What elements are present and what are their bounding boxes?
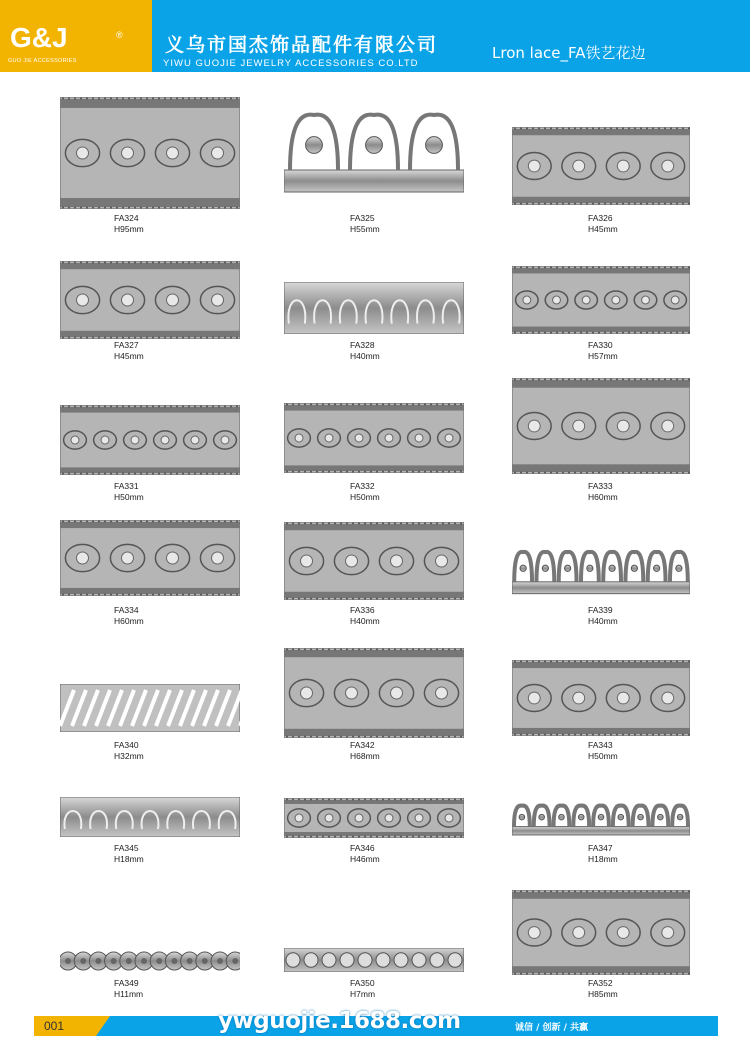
lace-pattern-icon — [284, 798, 464, 838]
product-item[interactable] — [284, 648, 464, 738]
product-code: FA326 — [588, 213, 613, 223]
product-item[interactable] — [284, 282, 464, 334]
product-size: H50mm — [588, 751, 618, 761]
product-item[interactable] — [284, 100, 464, 200]
lace-pattern-icon — [60, 261, 240, 339]
product-size: H68mm — [350, 751, 380, 761]
product-code: FA325 — [350, 213, 375, 223]
product-item[interactable] — [60, 405, 240, 475]
product-code: FA331 — [114, 481, 139, 491]
lace-pattern-icon — [512, 890, 690, 975]
product-item[interactable] — [60, 797, 240, 837]
product-size: H46mm — [350, 854, 380, 864]
product-code: FA334 — [114, 605, 139, 615]
brand-logo: G&J — [10, 22, 68, 53]
product-size: H57mm — [588, 351, 618, 361]
lace-pattern-icon — [284, 282, 464, 334]
product-size: H50mm — [114, 492, 144, 502]
lace-pattern-icon — [284, 948, 464, 972]
product-item[interactable] — [284, 948, 464, 972]
product-size: H7mm — [350, 989, 376, 999]
lace-pattern-icon — [60, 520, 240, 596]
lace-pattern-icon — [284, 522, 464, 600]
product-size: H32mm — [114, 751, 144, 761]
lace-pattern-icon — [512, 544, 690, 598]
product-size: H40mm — [350, 616, 380, 626]
product-size: H85mm — [588, 989, 618, 999]
product-code: FA339 — [588, 605, 613, 615]
product-size: H50mm — [350, 492, 380, 502]
lace-pattern-icon — [60, 684, 240, 732]
product-item[interactable] — [512, 266, 690, 334]
lace-pattern-icon — [60, 797, 240, 837]
product-item[interactable] — [512, 127, 690, 205]
product-item[interactable] — [512, 800, 690, 838]
product-code: FA324 — [114, 213, 139, 223]
logo-subtitle: GUO JIE ACCESSORIES — [8, 58, 77, 64]
lace-pattern-icon — [284, 100, 464, 200]
product-code: FA327 — [114, 340, 139, 350]
product-code: FA330 — [588, 340, 613, 350]
lace-pattern-icon — [284, 403, 464, 473]
lace-pattern-icon — [512, 378, 690, 474]
product-item[interactable] — [512, 890, 690, 975]
product-code: FA336 — [350, 605, 375, 615]
lace-pattern-icon — [512, 266, 690, 334]
product-item[interactable] — [284, 798, 464, 838]
page-header — [0, 0, 750, 72]
product-code: FA345 — [114, 843, 139, 853]
product-code: FA346 — [350, 843, 375, 853]
page-title: Lron lace_FA铁艺花边 — [492, 44, 646, 62]
lace-pattern-icon — [60, 405, 240, 475]
product-size: H45mm — [588, 224, 618, 234]
product-code: FA349 — [114, 978, 139, 988]
product-size: H60mm — [114, 616, 144, 626]
product-size: H45mm — [114, 351, 144, 361]
lace-pattern-icon — [512, 660, 690, 736]
company-name-english: YIWU GUOJIE JEWELRY ACCESSORIES CO.LTD — [163, 58, 419, 69]
website-url[interactable]: ywguojie.1688.com — [218, 1008, 461, 1034]
product-code: FA328 — [350, 340, 375, 350]
product-item[interactable] — [60, 520, 240, 596]
product-code: FA332 — [350, 481, 375, 491]
product-item[interactable] — [60, 684, 240, 732]
product-item[interactable] — [284, 522, 464, 600]
slogan: 诚信 / 创新 / 共赢 — [515, 1023, 589, 1033]
lace-pattern-icon — [60, 97, 240, 209]
product-code: FA342 — [350, 740, 375, 750]
product-item[interactable] — [512, 544, 690, 598]
lace-pattern-icon — [284, 648, 464, 738]
product-size: H95mm — [114, 224, 144, 234]
product-code: FA352 — [588, 978, 613, 988]
product-size: H55mm — [350, 224, 380, 234]
product-code: FA333 — [588, 481, 613, 491]
product-item[interactable] — [512, 378, 690, 474]
product-item[interactable] — [60, 948, 240, 974]
product-code: FA350 — [350, 978, 375, 988]
page-number: 001 — [44, 1019, 65, 1033]
product-size: H18mm — [114, 854, 144, 864]
product-code: FA340 — [114, 740, 139, 750]
product-size: H40mm — [350, 351, 380, 361]
product-size: H18mm — [588, 854, 618, 864]
product-size: H11mm — [114, 989, 144, 999]
lace-pattern-icon — [512, 127, 690, 205]
product-item[interactable] — [284, 403, 464, 473]
product-size: H40mm — [588, 616, 618, 626]
lace-pattern-icon — [512, 800, 690, 838]
product-size: H60mm — [588, 492, 618, 502]
product-item[interactable] — [60, 261, 240, 339]
product-item[interactable] — [60, 97, 240, 209]
lace-pattern-icon — [60, 948, 240, 974]
product-code: FA343 — [588, 740, 613, 750]
registered-mark: ® — [116, 30, 123, 40]
product-item[interactable] — [512, 660, 690, 736]
company-name-chinese: 义乌市国杰饰品配件有限公司 — [165, 34, 439, 56]
product-code: FA347 — [588, 843, 613, 853]
